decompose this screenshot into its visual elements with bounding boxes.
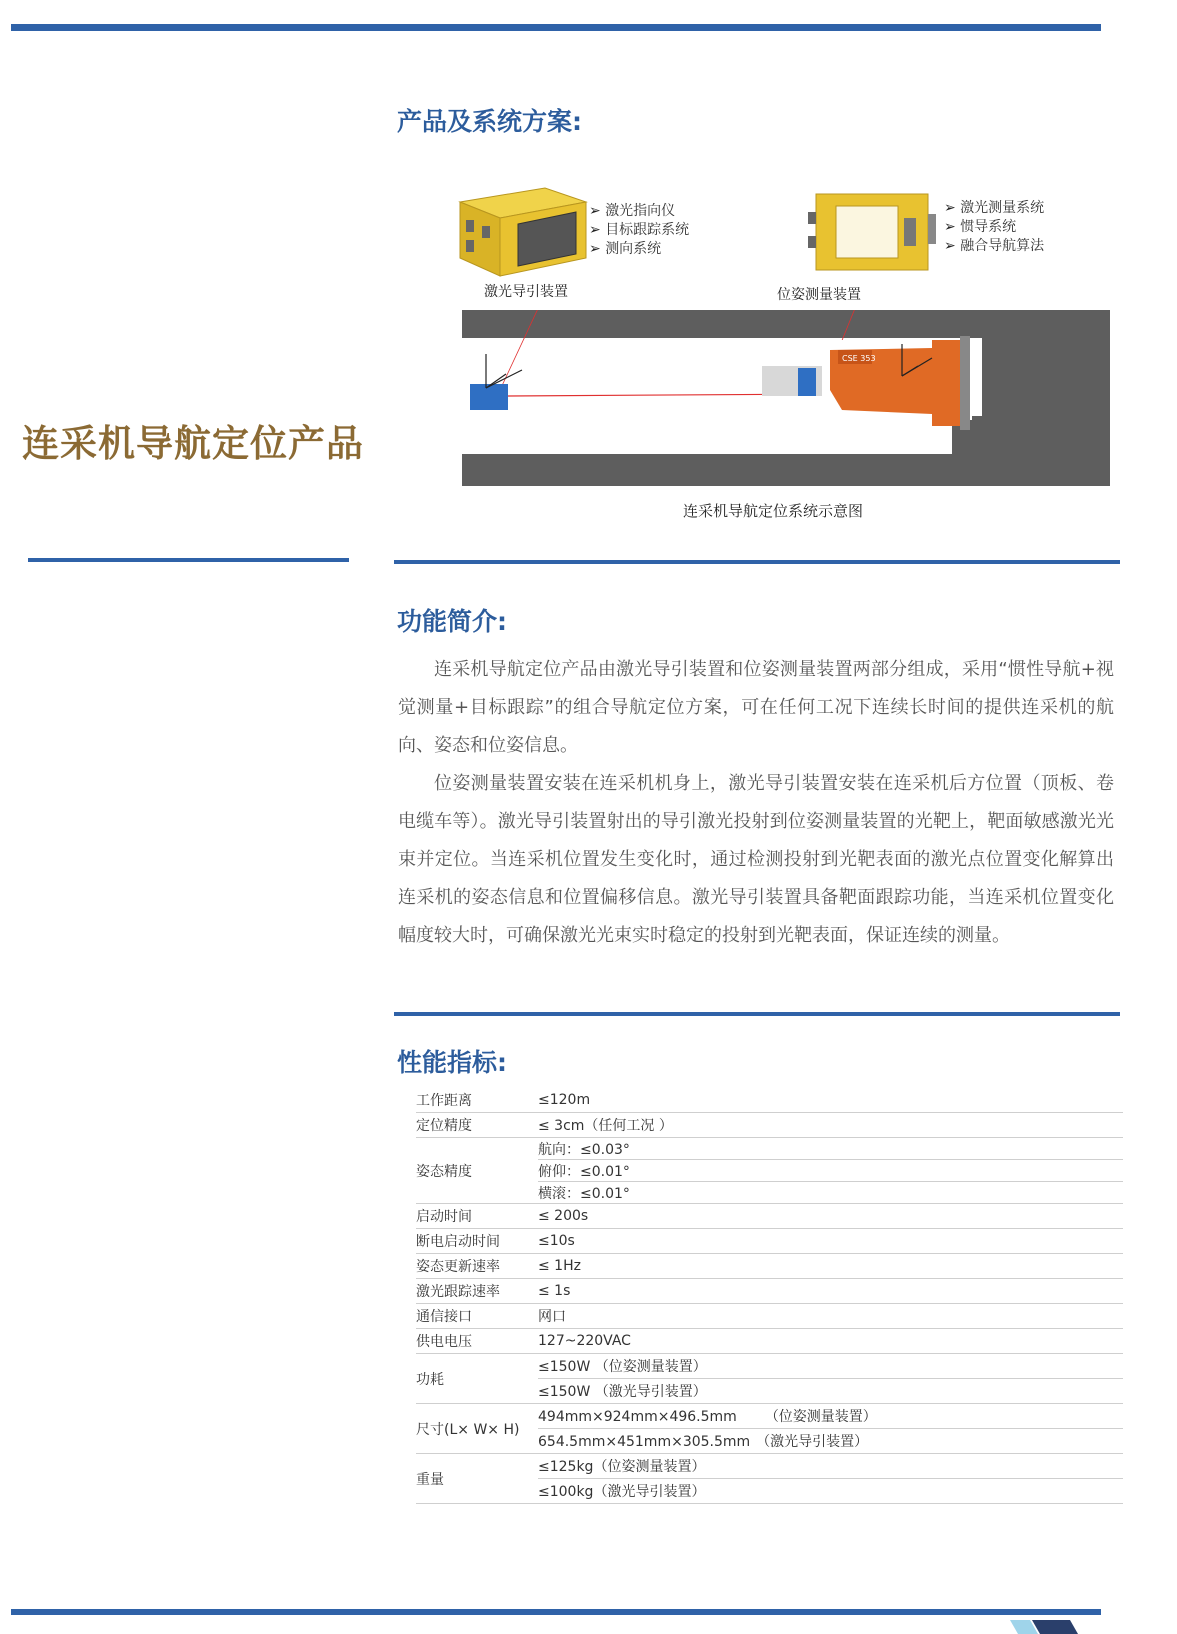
table-row — [416, 1229, 1123, 1254]
size-device: （激光导引装置） — [756, 1434, 869, 1450]
spec-value: ≤ 3cm（任何工况 ） — [538, 1113, 1123, 1138]
table-row — [416, 1404, 1123, 1429]
spec-value: 网口 — [538, 1304, 1123, 1329]
product-title: 连采机导航定位产品 — [22, 422, 364, 465]
divider-spec — [394, 1012, 1120, 1016]
table-row — [416, 1304, 1123, 1329]
table-row — [416, 1138, 1123, 1160]
feature-item: ➢ 激光测量系统 — [944, 199, 1044, 218]
laser-guidance-feature-list — [589, 202, 689, 259]
laser-guidance-marker — [470, 384, 508, 410]
spec-value: 横滚：≤0.01° — [538, 1182, 1123, 1204]
pose-measurement-device-image — [808, 190, 938, 275]
description-paragraph: 位姿测量装置安装在连采机机身上，激光导引装置安装在连采机后方位置（顶板、卷电缆车等）。激光导引装置射出的导引激光投射到位姿测量装置的光靶上，靶面敏感激光光束并定位。当连采机位置发生变化时，通过检测投射到光靶表面的激光点位置变化解算出连采机的姿态信息和位置偏移信息。激光导引装置具备靶面跟踪功能，当连采机位置变化幅度较大时，可确保激光光束实时稳定的投射到光靶表面，保证连续的测量。 — [398, 773, 1114, 946]
table-row — [416, 1204, 1123, 1229]
spec-label: 启动时间 — [416, 1204, 538, 1229]
size-dimensions: 494mm×924mm×496.5mm — [538, 1409, 737, 1425]
spec-value: 航向：≤0.03° — [538, 1138, 1123, 1160]
spec-value: ≤ 200s — [538, 1204, 1123, 1229]
spec-value: 127~220VAC — [538, 1329, 1123, 1354]
table-row — [416, 1088, 1123, 1113]
spec-value: ≤125kg（位姿测量装置） — [538, 1454, 1123, 1479]
spec-value: ≤10s — [538, 1229, 1123, 1254]
system-schematic — [462, 310, 1110, 486]
feature-item: ➢ 融合导航算法 — [944, 237, 1044, 256]
divider-function — [394, 560, 1120, 564]
pose-measurement-feature-list — [944, 199, 1044, 256]
spec-label: 工作距离 — [416, 1088, 538, 1113]
spec-value: ≤150W （激光导引装置） — [538, 1379, 1123, 1404]
spec-value: 俯仰：≤0.01° — [538, 1160, 1123, 1182]
spec-label: 定位精度 — [416, 1113, 538, 1138]
spec-label: 姿态精度 — [416, 1138, 538, 1204]
spec-value — [538, 1429, 1123, 1454]
table-row — [416, 1279, 1123, 1304]
section-heading-function: 功能简介: — [397, 607, 507, 636]
table-row — [416, 1113, 1123, 1138]
table-row — [416, 1454, 1123, 1479]
laser-guidance-device-image — [440, 180, 590, 280]
spec-value — [538, 1404, 1123, 1429]
spec-label: 姿态更新速率 — [416, 1254, 538, 1279]
spec-value: ≤150W （位姿测量装置） — [538, 1354, 1123, 1379]
section-heading-spec: 性能指标: — [397, 1048, 507, 1077]
top-border-bar — [11, 24, 1101, 31]
spec-label: 断电启动时间 — [416, 1229, 538, 1254]
spec-value: ≤120m — [538, 1088, 1123, 1113]
table-row — [416, 1329, 1123, 1354]
spec-label: 通信接口 — [416, 1304, 538, 1329]
spec-label: 重量 — [416, 1454, 538, 1504]
corner-decoration — [1010, 1620, 1130, 1634]
spec-label: 激光跟踪速率 — [416, 1279, 538, 1304]
spec-label: 供电电压 — [416, 1329, 538, 1354]
feature-item: ➢ 测向系统 — [589, 240, 689, 259]
laser-guidance-caption: 激光导引装置 — [484, 284, 568, 300]
description-paragraph: 连采机导航定位产品由激光导引装置和位姿测量装置两部分组成，采用“惯性导航+视觉测量+目标跟踪”的组合导航定位方案，可在任何工况下连续长时间的提供连采机的航向、姿态和位姿信息。 — [398, 659, 1114, 756]
table-row — [416, 1354, 1123, 1379]
spec-label: 尺寸(L× W× H) — [416, 1404, 538, 1454]
spec-value: ≤100kg（激光导引装置） — [538, 1479, 1123, 1504]
spec-value: ≤ 1Hz — [538, 1254, 1123, 1279]
left-divider — [28, 558, 349, 562]
feature-item: ➢ 目标跟踪系统 — [589, 221, 689, 240]
section-heading-product: 产品及系统方案: — [397, 107, 582, 136]
spec-label: 功耗 — [416, 1354, 538, 1404]
function-description — [398, 651, 1114, 955]
spec-value: ≤ 1s — [538, 1279, 1123, 1304]
bottom-border-bar — [11, 1609, 1101, 1615]
table-row — [416, 1254, 1123, 1279]
diagram-caption: 连采机导航定位系统示意图 — [683, 502, 864, 520]
feature-item: ➢ 惯导系统 — [944, 218, 1044, 237]
machine-label: CSE 353 — [842, 354, 876, 363]
feature-item: ➢ 激光指向仪 — [589, 202, 689, 221]
size-dimensions: 654.5mm×451mm×305.5mm — [538, 1434, 751, 1450]
pose-measurement-caption: 位姿测量装置 — [777, 287, 861, 303]
size-device: （位姿测量装置） — [764, 1409, 877, 1425]
spec-table — [416, 1088, 1123, 1504]
